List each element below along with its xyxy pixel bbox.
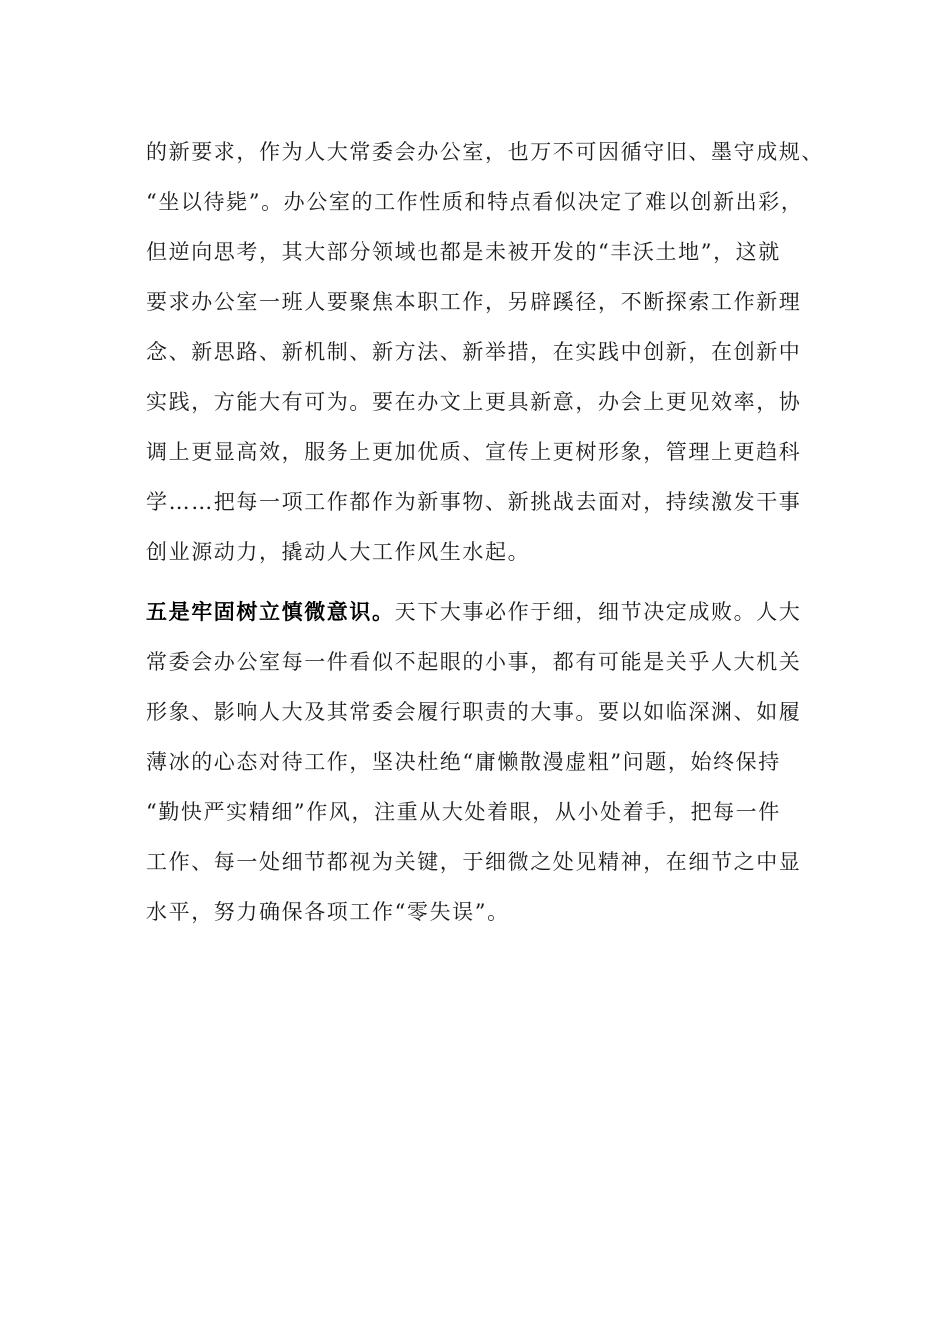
text-line: 水平，努力确保各项工作“零失误”。: [146, 900, 510, 924]
heading-continuation: 天下大事必作于细，细节决定成败。人大: [394, 600, 802, 624]
text-line-first: [146, 587, 826, 637]
text-line: “勤快严实精细”作风，注重从大处着眼，从小处着手，把每一件: [146, 800, 781, 824]
text-line: 实践，方能大有可为。要在办文上更具新意，办会上更见效率，协: [146, 390, 802, 414]
text-line: 但逆向思考，其大部分领域也都是未被开发的“丰沃土地”，这就: [146, 240, 781, 264]
text-line: 调上更显高效，服务上更加优质、宣传上更树形象，管理上更趋科: [146, 440, 802, 464]
paragraph-innovation: [146, 127, 826, 577]
text-line: 念、新思路、新机制、新方法、新举措，在实践中创新，在创新中: [146, 340, 802, 364]
text-line: 工作、每一处细节都视为关键，于细微之处见精神，在细节之中显: [146, 850, 802, 874]
text-line: 形象、影响人大及其常委会履行职责的大事。要以如临深渊、如履: [146, 700, 802, 724]
text-line: 的新要求，作为人大常委会办公室，也万不可因循守旧、墨守成规、: [146, 140, 824, 164]
text-line: 创业源动力，撬动人大工作风生水起。: [146, 540, 531, 564]
text-line: 要求办公室一班人要聚焦本职工作，另辟蹊径，不断探索工作新理: [146, 290, 802, 314]
paragraph-prudence: [146, 587, 826, 937]
text-line: 常委会办公室每一件看似不起眼的小事，都有可能是关乎人大机关: [146, 650, 802, 674]
text-line: 薄冰的心态对待工作，坚决杜绝“庸懒散漫虚粗”问题，始终保持: [146, 750, 781, 774]
text-line: 学……把每一项工作都作为新事物、新挑战去面对，持续激发干事: [146, 490, 802, 514]
paragraph-heading: 五是牢固树立慎微意识。: [146, 599, 395, 624]
text-line: “坐以待毙”。办公室的工作性质和特点看似决定了难以创新出彩，: [146, 190, 804, 214]
